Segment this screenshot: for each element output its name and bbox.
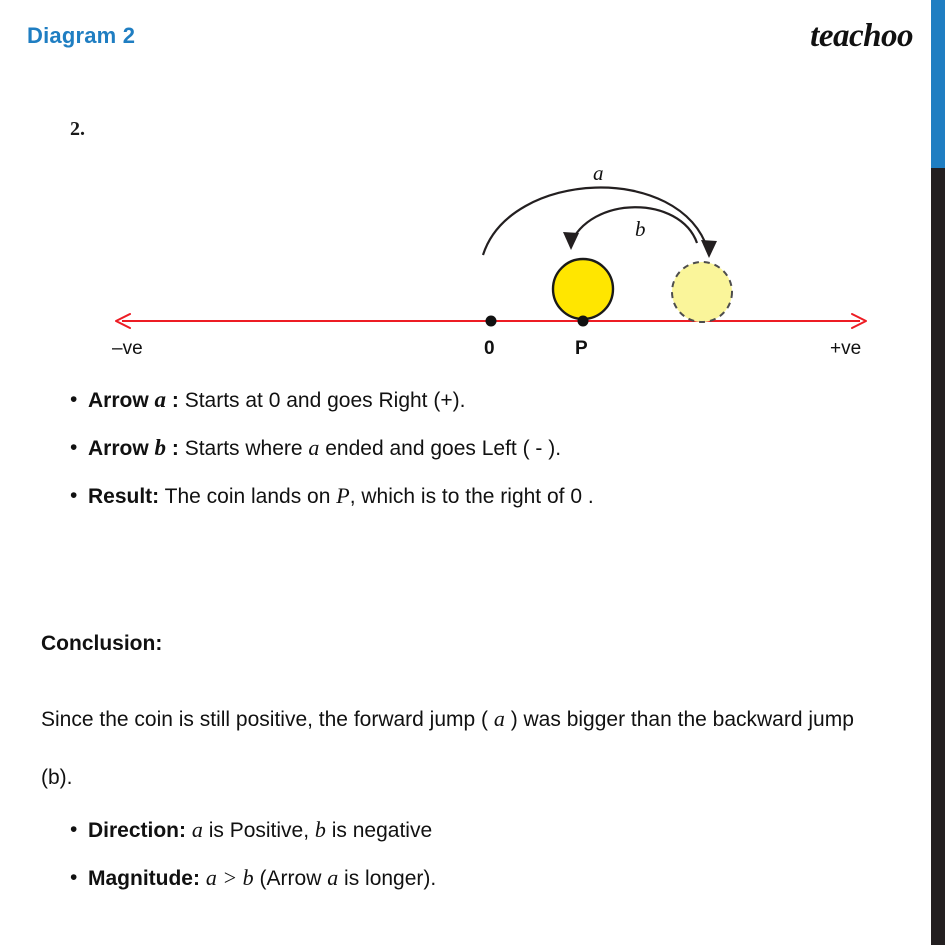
bullet-rest-post: ended and goes Left ( - ). [319, 437, 562, 460]
bullet-text [88, 386, 465, 415]
bullet-math-p: P [336, 483, 350, 508]
bullet-math-a: a [154, 387, 167, 412]
arrow-a-label: a [593, 161, 604, 185]
bullet-math-b: b [154, 435, 167, 460]
list-item [60, 434, 920, 463]
list-item [60, 482, 920, 511]
bullet-text [88, 434, 561, 463]
bullet-math-inequality: a > b [205, 865, 254, 890]
bullet-bold-label: Arrow [88, 437, 149, 460]
axis-label-zero: 0 [484, 338, 495, 359]
conclusion-heading: Conclusion: [41, 632, 163, 655]
right-edge-dark-bar [931, 168, 945, 945]
bullet-bold-tail: : [166, 437, 179, 460]
number-line-figure [80, 140, 900, 370]
list-item [60, 816, 920, 845]
list-item [60, 864, 920, 893]
question-number: 2. [70, 118, 85, 140]
bullet-bold-label: Result: [88, 485, 160, 508]
p-point-dot [578, 316, 589, 327]
arrow-a [475, 188, 717, 262]
bullet-rest-post: , which is to the right of 0 . [349, 485, 594, 508]
bullet-icon: • [70, 388, 78, 411]
conclusion-math-a: a [493, 706, 505, 731]
bullet-post: is negative [325, 819, 433, 842]
coin [553, 259, 613, 319]
bullet-post: is longer). [338, 867, 437, 890]
bullet-bold-label: Magnitude: [88, 867, 200, 890]
list-item [60, 386, 920, 415]
axis-label-positive: +ve [830, 338, 862, 359]
bullet-text [88, 816, 432, 845]
bullet-mid: (Arrow [253, 867, 328, 890]
zero-point-dot [486, 316, 497, 327]
arrow-b-label: b [635, 217, 646, 241]
arrow-b [563, 207, 697, 250]
axis-label-negative: –ve [112, 338, 143, 359]
ghost-coin [672, 262, 732, 322]
conclusion-line-pre: Since the coin is still positive, the forward jump ( [41, 708, 494, 731]
bullet-text [88, 482, 594, 511]
bullet-icon: • [70, 818, 78, 841]
right-edge-blue-bar [931, 0, 945, 168]
bullet-math-a: a [191, 817, 203, 842]
brand-logo: teachoo [810, 18, 913, 54]
bullet-rest-pre: Starts where [178, 437, 309, 460]
bullet-math-inline-a: a [308, 435, 320, 460]
conclusion-line-2: than the backward jump (b). [41, 708, 854, 789]
bullet-math-b: b [314, 817, 326, 842]
bullet-icon: • [70, 484, 78, 507]
bullet-icon: • [70, 436, 78, 459]
bullet-math-a: a [327, 865, 339, 890]
bullet-icon: • [70, 866, 78, 889]
page-title: Diagram 2 [27, 23, 136, 48]
conclusion-line-post: ) was bigger [504, 708, 626, 731]
bullet-bold-tail: : [166, 389, 179, 412]
bullet-mid: is Positive, [202, 819, 315, 842]
bullet-rest-pre: The coin lands on [159, 485, 337, 508]
bullet-rest: Starts at 0 and goes Right (+). [178, 389, 466, 412]
bullet-text [88, 864, 436, 893]
bullet-bold-label: Direction: [88, 819, 187, 842]
axis-label-p: P [575, 338, 588, 359]
conclusion-paragraph [41, 690, 881, 807]
bullet-bold-label: Arrow [88, 389, 149, 412]
bullet-list-observations [60, 386, 920, 530]
bullet-list-conclusion [60, 816, 920, 912]
